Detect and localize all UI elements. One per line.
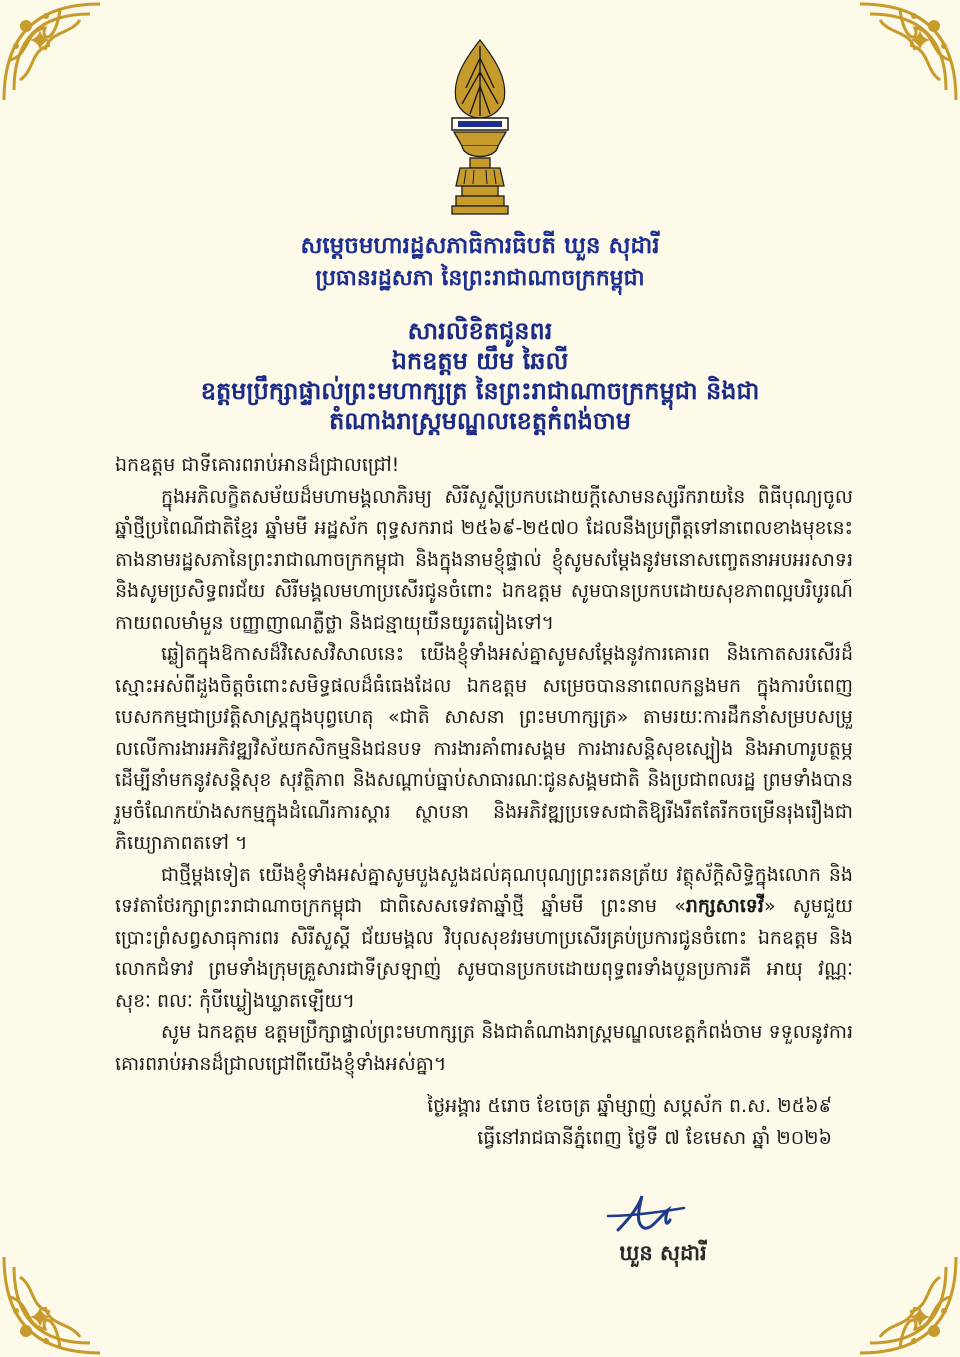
paragraph-blessing bbox=[115, 860, 853, 1018]
corner-ornament-bottom-left bbox=[0, 1247, 110, 1357]
paragraph-blessing-part2: » សូមជួយប្រោះព្រំសព្វសាធុការពរ សិរីសួស្ដី ជ័យមង្គល វិបុលសុខវរមហាប្រសើរគ្រប់ប្រការជូនចំពោះ ឯកឧត្តម និងលោកជំទាវ ព្រមទាំងក្រុមគ្រួសារជាទីស្រឡាញ់ សូមបានប្រកបដោយពុទ្ធពរទាំងបួនប្រការគឺ អាយុ វណ្ណៈ សុខៈ ពលៈ កុំបីឃ្លៀងឃ្លាតឡើយ។ bbox=[115, 895, 854, 1012]
sender-name: សម្ដេចមហារដ្ឋសភាធិការធិបតី ឃួន សុដារី bbox=[300, 233, 660, 259]
paragraph-achievements: ឆ្លៀតក្នុងឱកាសដ៏វិសេសវិសាលនេះ យើងខ្ញុំទាំងអស់គ្នាសូមសម្ដែងនូវការគោរព និងកោតសរសើរដ៏ស្មោះអស់ពីដួងចិត្តចំពោះសមិទ្ធផលដ៏ធំធេងដែល ឯកឧត្តម សម្រេចបាននាពេលកន្លងមក ក្នុងការបំពេញបេសកកម្មជាប្រវត្តិសាស្ត្រក្នុងបុព្វហេតុ «ជាតិ សាសនា ព្រះមហាក្សត្រ» តាមរយៈការដឹកនាំសម្របសម្រួលលើការងារអភិវឌ្ឍវិស័យកសិកម្មនិងជនបទ ការងារគាំពារសង្គម ការងារសន្តិសុខស្បៀង និងអាហារូបត្ថម្ភ ដើម្បីនាំមកនូវសន្តិសុខ សុវត្ថិភាព និងសណ្ដាប់ធ្នាប់សាធារណៈជូនសង្គមជាតិ និងប្រជាពលរដ្ឋ ព្រមទាំងបានរួមចំណែកយ៉ាងសកម្មក្នុងដំណើរការស្ដារ ស្ថាបនា និងអភិវឌ្ឍប្រទេសជាតិឱ្យរីងរឹតតែរីកចម្រើនរុងរឿងជាភិយ្យោភាពតទៅ ។ bbox=[115, 643, 853, 854]
recipient-position: ឧត្តមប្រឹក្សាផ្ទាល់ព្រះមហាក្សត្រ នៃព្រះរាជាណាចក្រកម្ពុជា និងជា bbox=[200, 377, 760, 405]
corner-ornament-top-right bbox=[850, 0, 960, 110]
paragraph-blessing-part1: ជាថ្មីម្ដងទៀត យើងខ្ញុំទាំងអស់គ្នាសូមបួងសួងដល់គុណបុណ្យព្រះរតនត្រ័យ វត្ថុស័ក្តិសិទ្ធិក្នុងលោក និងទេវតាថែរក្សាព្រះរាជាណាចក្រកម្ពុជា ជាពិសេសទេវតាឆ្នាំថ្មី ឆ្នាំមមី ព្រះនាម « bbox=[115, 863, 853, 917]
signer-name: ឃួន សុដារី bbox=[619, 1241, 707, 1265]
lunar-date: ថ្ងៃអង្គារ ៥រោច ខែចេត្រ ឆ្នាំម្សាញ់ សប្តស័ក ព.ស. ២៥៦៩ bbox=[427, 1095, 832, 1117]
recipient-constituency: តំណាងរាស្ត្រមណ្ឌលខេត្តកំពង់ចាម bbox=[329, 407, 631, 435]
letter-title: សារលិខិតជូនពរ bbox=[407, 317, 553, 345]
signature-icon bbox=[598, 1180, 698, 1240]
solar-date: ធ្វើនៅរាជធានីភ្នំពេញ ថ្ងៃទី ៧ ខែមេសា ឆ្នាំ ២០២៦ bbox=[477, 1127, 832, 1149]
new-year-deity-name: រាក្សសាទេវី bbox=[685, 895, 764, 917]
paragraph-new-year-greeting: ក្នុងអភិលក្ខិតសម័យដ៏មហាមង្គលាភិរម្យ សិរីសួស្ដីប្រកបដោយក្ដីសោមនស្សរីករាយនៃ ពិធីបុណ្យចូលឆ្នាំថ្មីប្រពៃណីជាតិខ្មែរ ឆ្នាំមមី អដ្ឋស័ក ពុទ្ធសករាជ ២៥៦៩-២៥៧០ ដែលនឹងប្រព្រឹត្តទៅនាពេលខាងមុខនេះ តាងនាមរដ្ឋសភានៃព្រះរាជាណាចក្រកម្ពុជា និងក្នុងនាមខ្ញុំផ្ទាល់ ខ្ញុំសូមសម្ដែងនូវមនោសញ្ចេតនាអបអរសាទរ និងសូមប្រសិទ្ធពរជ័យ សិរីមង្គលមហាប្រសើរជូនចំពោះ ឯកឧត្តម សូមបានប្រកបដោយសុខភាពល្អបរិបូរណ៍ កាយពលមាំមួន បញ្ញាញាណភ្លឺថ្លា និងជន្មាយុយឺនយូរតរៀងទៅ។ bbox=[115, 485, 853, 634]
national-assembly-emblem-icon bbox=[442, 38, 518, 218]
corner-ornament-top-left bbox=[0, 0, 110, 110]
corner-ornament-bottom-right bbox=[850, 1247, 960, 1357]
sender-title: ប្រធានរដ្ឋសភា នៃព្រះរាជាណាចក្រកម្ពុជា bbox=[315, 266, 645, 291]
salutation: ឯកឧត្តម ជាទីគោរពរាប់អានដ៏ជ្រាលជ្រៅ! bbox=[115, 454, 400, 476]
letter-body bbox=[115, 450, 853, 1080]
recipient-name: ឯកឧត្តម យឹម ឆៃលី bbox=[391, 347, 569, 375]
paragraph-closing: សូម ឯកឧត្តម ឧត្តមប្រឹក្សាផ្ទាល់ព្រះមហាក្សត្រ និងជាតំណាងរាស្ត្រមណ្ឌលខេត្តកំពង់ចាម ទទួលនូវការគោរពរាប់អានដ៏ជ្រាលជ្រៅពីយើងខ្ញុំទាំងអស់គ្នា។ bbox=[115, 1021, 853, 1075]
